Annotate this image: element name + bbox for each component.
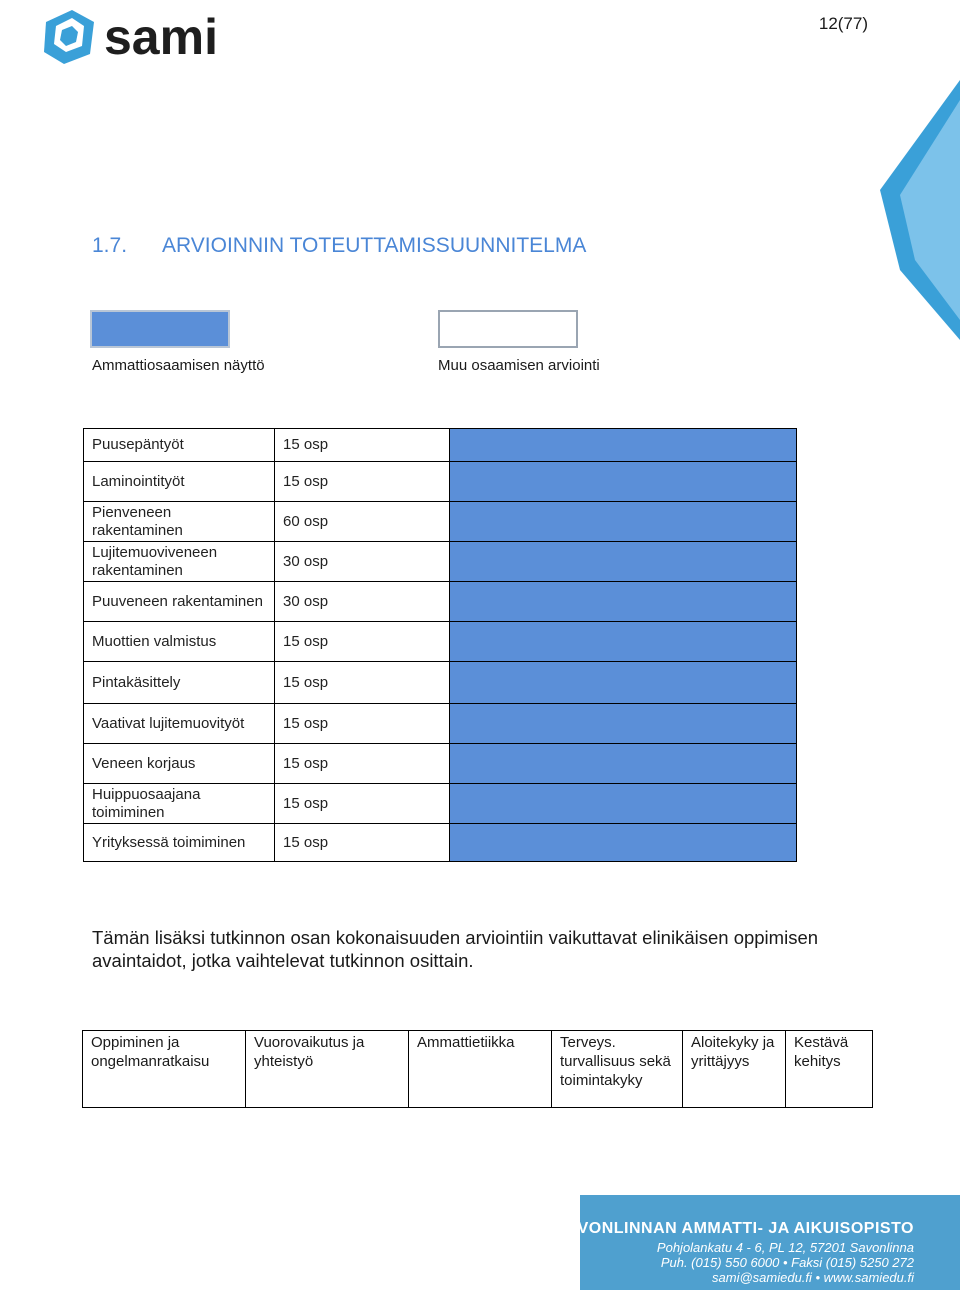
unit-osp: 60 osp — [275, 502, 450, 542]
unit-name: Muottien valmistus — [84, 622, 275, 662]
unit-name: Vaativat lujitemuovityöt — [84, 704, 275, 744]
corner-decoration — [870, 80, 960, 340]
unit-name: Pintakäsittely — [84, 662, 275, 704]
unit-osp: 15 osp — [275, 704, 450, 744]
skill-cell: Oppiminen ja ongelmanratkaisu — [83, 1031, 246, 1108]
section-heading — [92, 234, 586, 258]
unit-osp: 30 osp — [275, 542, 450, 582]
skill-cell: Vuorovaikutus ja yhteistyö — [246, 1031, 409, 1108]
unit-name: Puuveneen rakentaminen — [84, 582, 275, 622]
unit-name: Laminointityöt — [84, 462, 275, 502]
page-number: 12(77) — [818, 14, 868, 33]
table-row — [84, 502, 797, 542]
unit-osp: 15 osp — [275, 429, 450, 462]
table-row — [83, 1031, 873, 1108]
assessment-cell — [450, 622, 797, 662]
assessment-cell — [450, 502, 797, 542]
unit-osp: 15 osp — [275, 824, 450, 862]
footer-school-name: SAVONLINNAN AMMATTI- JA AIKUISOPISTO — [555, 1220, 914, 1237]
unit-name: Yrityksessä toimiminen — [84, 824, 275, 862]
units-table — [83, 428, 797, 862]
table-row — [84, 704, 797, 744]
skill-cell: Aloitekyky ja yrittäjyys — [683, 1031, 786, 1108]
table-row — [84, 744, 797, 784]
logo-text: sami — [104, 9, 218, 64]
unit-name: Lujitemuoviveneen rakentaminen — [84, 542, 275, 582]
sami-logo — [42, 8, 262, 64]
assessment-cell — [450, 542, 797, 582]
table-row — [84, 824, 797, 862]
table-row — [84, 542, 797, 582]
unit-name: Huippuosaajana toimiminen — [84, 784, 275, 824]
legend-filled-swatch — [90, 310, 230, 348]
table-row — [84, 429, 797, 462]
unit-name: Veneen korjaus — [84, 744, 275, 784]
assessment-cell — [450, 462, 797, 502]
unit-osp: 15 osp — [275, 462, 450, 502]
unit-name: Pienveneen rakentaminen — [84, 502, 275, 542]
table-row — [84, 784, 797, 824]
unit-osp: 15 osp — [275, 744, 450, 784]
assessment-cell — [450, 744, 797, 784]
unit-osp: 15 osp — [275, 662, 450, 704]
skill-cell: Terveys. turvallisuus sekä toimintakyky — [552, 1031, 683, 1108]
table-row — [84, 582, 797, 622]
assessment-cell — [450, 704, 797, 744]
unit-name: Puusepäntyöt — [84, 429, 275, 462]
assessment-cell — [450, 662, 797, 704]
unit-osp: 15 osp — [275, 622, 450, 662]
table-row — [84, 622, 797, 662]
skill-cell: Ammattietiikka — [409, 1031, 552, 1108]
table-row — [84, 462, 797, 502]
footer-address: Pohjolankatu 4 - 6, PL 12, 57201 Savonlinna — [656, 1240, 914, 1255]
footer-web: sami@samiedu.fi • www.samiedu.fi — [712, 1270, 914, 1285]
unit-osp: 30 osp — [275, 582, 450, 622]
section-title: ARVIOINNIN TOTEUTTAMISSUUNNITELMA — [162, 234, 587, 257]
assessment-cell — [450, 784, 797, 824]
legend-filled-label: Ammattiosaamisen näyttö — [92, 357, 265, 374]
skill-cell: Kestävä kehitys — [786, 1031, 873, 1108]
table-row — [84, 662, 797, 704]
key-skills-table — [82, 1030, 873, 1108]
assessment-cell — [450, 429, 797, 462]
key-skills-note: Tämän lisäksi tutkinnon osan kokonaisuuden arviointiin vaikuttavat elinikäisen oppimisen avaintaidot, jotka vaihtelevat tutkinnon osittain. — [92, 927, 819, 971]
legend-empty-swatch — [438, 310, 578, 348]
unit-osp: 15 osp — [275, 784, 450, 824]
section-number: 1.7. — [92, 234, 128, 257]
assessment-cell — [450, 582, 797, 622]
assessment-cell — [450, 824, 797, 862]
legend-empty-label: Muu osaamisen arviointi — [438, 357, 600, 374]
footer-phone: Puh. (015) 550 6000 • Faksi (015) 5250 272 — [660, 1255, 914, 1270]
